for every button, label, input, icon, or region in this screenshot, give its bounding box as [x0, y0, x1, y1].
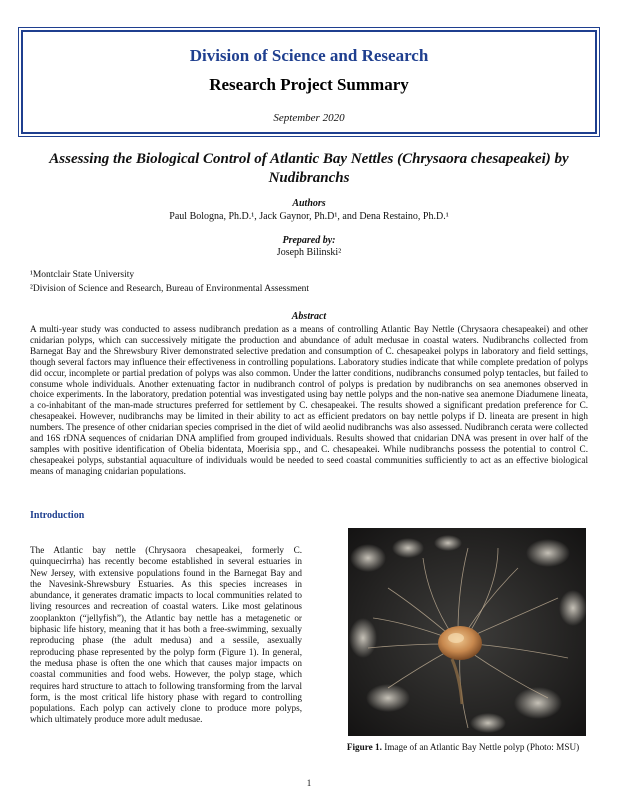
header-box — [21, 30, 597, 134]
report-date: September 2020 — [273, 112, 345, 124]
introduction-text: The Atlantic bay nettle (Chrysaora chesapeakei, formerly C. quinquecirrha) has recently become established in several estuaries in New Jersey, with extensive populations found in the Barnegat Bay and the Navesink-Shrewsbury Estuaries. As this species increases in abundance, it generates dramatic impacts to local communities related to living resources and recreation of coastal waters. Like most gelatinous zooplankton (“jellyfish”), the Atlantic bay nettle has a metagenetic or biphasic life history, meaning that it has both a free-swimming, sexually reproducing phase (the adult medusa) and a sessile, asexually reproducing phase represented by the polyp form (Figure 1). In general, the medusa phase is often the one which that causes major impacts on coastal communities and food webs. However, the polyp stage, which requires hard structure to attach to following transforming from the larval form, is the most critical life history phase with regard to controlling populations. Each polyp can actively clone to produce more polyps, which ultimately produce more adult medusae. — [30, 545, 302, 725]
figure-caption — [318, 742, 608, 752]
introduction-heading: Introduction — [30, 510, 85, 521]
figure-label: Figure 1. — [346, 742, 382, 752]
author-names: Paul Bologna, Ph.D.¹, Jack Gaynor, Ph.D¹, and Dena Restaino, Ph.D.¹ — [169, 211, 449, 222]
affiliation-1: ¹Montclair State University — [30, 270, 135, 280]
summary-title: Research Project Summary — [209, 75, 409, 94]
authors-label: Authors — [292, 198, 326, 209]
prepared-by-name: Joseph Bilinski² — [276, 247, 342, 258]
division-title: Division of Science and Research — [189, 46, 429, 65]
page-number: 1 — [306, 778, 312, 788]
prepared-by-label: Prepared by: — [282, 235, 336, 246]
document-title: Assessing the Biological Control of Atlantic Bay Nettles (Chrysaora chesapeakei) by Nudibranchs — [49, 151, 569, 186]
polyp-photo — [348, 528, 586, 736]
abstract-heading: Abstract — [291, 311, 327, 322]
abstract-text: A multi-year study was conducted to assess nudibranch predation as a means of controlling Atlantic Bay Nettle (Chrysaora chesapeakei) and other cnidarian polyps, which can successively mitigate the production and abundance of adult medusae in coastal waters. Nudibranchs collected from Barnegat Bay and the Shrewsbury River demonstrated selective predation and consumption of C. chesapeakei polyps in laboratory and field settings, though several factors may influence their effectiveness in controlling populations. Laboratory studies indicate that while complete predation of polyps did occur, incomplete or partial predation of polyps was also common. Under the latter conditions, nudibranchs consumed polyp tentacles, but failed to consume whole individuals. Another extenuating factor in nudibranch control of polyps is predation by nudibranchs on sea anemones observed in choice experiments. In the laboratory, predation potential was investigated using bay nettle polyps and the non-native sea anemone Diadumene lineata, a co-inhabitant of the man-made structures preferred for settlement by C. chesapeakei. The results showed a significant predation preference for C. chesapeakei. However, nudibranchs may be limited in their ability to act as efficient predators on bay nettle polyps if D. lineata are present in high numbers. The presence of other cnidarian species comprised in the diet of wild aeolid nudibranchs was also assessed. Nudibranch cerata were collected and 16S rDNA sequences of cnidarian DNA amplified from grouped individuals. Results showed that cnidarian DNA was present in over half of the samples with positive identification of Obelia bidentata, Moerisia spp., and C. chesapeakei. While nudibranchs possess the potential to control C. chesapeakei polyps, substantial aquaculture of individuals would be needed to seed coastal communities sufficiently to act as an effective biological means of managing cnidarian populations. — [30, 324, 588, 476]
figure-caption-text: Image of an Atlantic Bay Nettle polyp (Photo: MSU) — [381, 742, 580, 752]
affiliation-2: ²Division of Science and Research, Bureau of Environmental Assessment — [30, 284, 310, 294]
polyp-image — [348, 528, 586, 736]
